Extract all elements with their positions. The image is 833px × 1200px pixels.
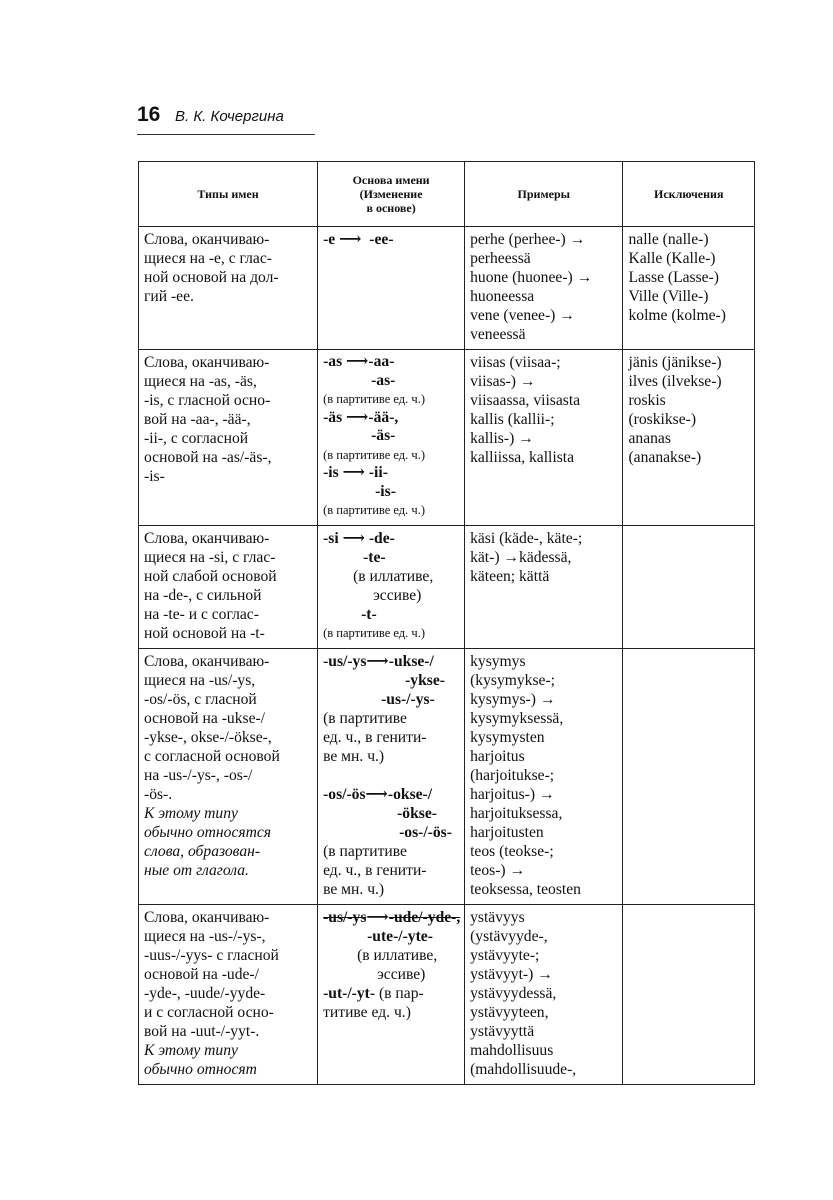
table-row [139, 525, 755, 648]
stem-cell: -us/-ys⟶-ukse-/ -ykse- -us-/-ys- (в партитиве ед. ч., в генити- ве мн. ч.) -os/-ös⟶-okse-/ -ökse- -os-/-ös- (в партитиве ед. ч., в генити- ве мн. ч.) [318, 648, 465, 904]
exceptions-cell: jänis (jänikse-) ilves (ilvekse-) roskis (roskikse-) ananas (ananakse-) [623, 350, 755, 526]
type-cell: Слова, оканчиваю- щиеся на -us/-ys, -os/-ös, с гласной основой на -ukse-/ -ykse-, okse-/-ökse-, с согласной основой на -us-/-ys-, -os-/ -ös-. К этому типу обычно относятся слова, образован- ные от глагола. [139, 648, 318, 904]
type-cell: Слова, оканчиваю- щиеся на -si, с глас- ной слабой основой на -de-, с сильной на -te- и с соглас- ной основой на -t- [139, 525, 318, 648]
exceptions-cell [623, 904, 755, 1084]
type-cell: Слова, оканчиваю- щиеся на -e, с глас- ной основой на дол- гий -ee. [139, 227, 318, 350]
stem-change: -e ⟶ -ee- [323, 231, 394, 248]
type-cell: Слова, оканчиваю- щиеся на -us-/-ys-, -uus-/-yys- с гласной основой на -ude-/ -yde-, -uude/-yyde- и с согласной осно- вой на -uut-/-yyt-. К этому типу обычно относят [139, 904, 318, 1084]
noun-types-table [138, 161, 755, 1085]
exceptions-cell [623, 648, 755, 904]
page-header [137, 100, 315, 135]
running-head-author: В. К. Кочергина [175, 108, 284, 125]
stem-cell: -as ⟶-aa- -as- (в партитиве ед. ч.) -äs ⟶-ää-, -äs- (в партитиве ед. ч.) -is ⟶ -ii- -is- (в партитиве ед. ч.) [318, 350, 465, 526]
stem-cell: -si ⟶ -de- -te- (в иллативе, эссиве) -t- (в партитиве ед. ч.) [318, 525, 465, 648]
table-row [139, 350, 755, 526]
exceptions-cell: nalle (nalle-) Kalle (Kalle-) Lasse (Lasse-) Ville (Ville-) kolme (kolme-) [623, 227, 755, 350]
header-examples: Примеры [465, 162, 623, 227]
exceptions-cell [623, 525, 755, 648]
examples-cell: perhe (perhee-) → perheessä huone (huonee-) → huoneessa vene (venee-) → veneessä [465, 227, 623, 350]
examples-cell: viisas (viisaa-; viisas-) → viisaassa, viisasta kallis (kallii-; kallis-) → kalliissa, kallista [465, 350, 623, 526]
page-number: 16 [137, 103, 161, 126]
table-row [139, 904, 755, 1084]
table-header-row [139, 162, 755, 227]
examples-cell: ystävyys (ystävyyde-, ystävyyte-; ystävyyt-) → ystävyydessä, ystävyyteen, ystävyyttä mahdollisuus (mahdollisuude-, [465, 904, 623, 1084]
examples-cell: kysymys (kysymykse-; kysymys-) → kysymyksessä, kysymysten harjoitus (harjoitukse-; harjoitus-) → harjoituksessa, harjoitusten teos (teokse-; teos-) → teoksessa, teosten [465, 648, 623, 904]
table-row [139, 227, 755, 350]
stem-cell: -us/-ys⟶-ude/-yde-, -ute-/-yte- (в иллативе, эссиве) -ut-/-yt- (в пар- титиве ед. ч.) [318, 904, 465, 1084]
examples-cell: käsi (käde-, käte-; kät-) →kädessä, käteen; kättä [465, 525, 623, 648]
table-row [139, 648, 755, 904]
header-types: Типы имен [139, 162, 318, 227]
type-cell: Слова, оканчиваю- щиеся на -as, -äs, -is, с гласной осно- вой на -aa-, -ää-, -ii-, с согласной основой на -as/-äs-, -is- [139, 350, 318, 526]
header-exceptions: Исключения [623, 162, 755, 227]
header-stem: Основа имени (Изменение в основе) [318, 162, 465, 227]
stem-cell [318, 227, 465, 350]
